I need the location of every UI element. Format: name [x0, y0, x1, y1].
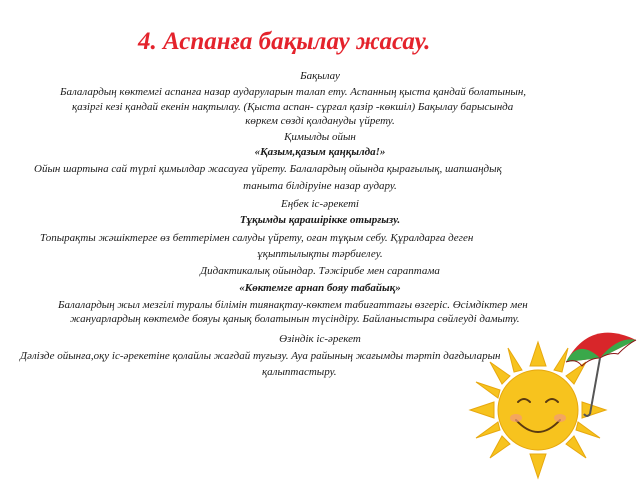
text-line: қалыптастыру. [262, 366, 337, 378]
text-line: Тұқымды қарашірікке отырғызу. [239, 214, 401, 226]
text-line: «Көктемге арнап бояу табайық» [239, 282, 401, 294]
text-line: Еңбек іс-әрекеті [281, 198, 359, 210]
text-line: Бақылау [300, 70, 340, 82]
slide-title: 4. Аспанға бақылау жасау. [138, 28, 431, 55]
text-line: қазіргі кезі қандай екенін нақтылау. (Қыста аспан- сұрғал қазір -көкшіл) Бақылау барысында [72, 101, 514, 113]
text-line: Топырақты жәшіктерге өз беттерімен салуды үйрету, оған тұқым себу. Құралдарға деген [40, 232, 474, 244]
umbrella-icon [560, 318, 640, 418]
text-line: танытa білдіруіне назар аудару. [243, 180, 397, 192]
text-line: жануарлардың көктемде бояуы қанық болатынын түсіндіру. Байланыстырa сөйлеуді дамыту. [70, 313, 520, 325]
text-line: Дидактикалық ойындар. Тәжірибе мен сараптама [200, 265, 440, 277]
text-line: ұқыптылықты тәрбиелеу. [257, 248, 383, 260]
text-line: көркем сөзді қолдануды үйрету. [245, 115, 395, 127]
text-line: Балалардың жыл мезгілі туралы білімін тиянақтау-көктем табиғаттағы өзгеріс. Өсімдіктер мен [58, 299, 528, 311]
text-line: Қимылды ойын [284, 131, 356, 143]
text-line: Балалардың көктемгі аспанға назар аударуларын талап ету. Аспанның қыста қандай болатынын, [60, 86, 527, 98]
text-line: Өзіндік іс-әрекет [279, 333, 361, 345]
text-line: Дәлізде ойынға,оқу іс-әрекетіне қолайлы жағдай туғызу. Ауа райының жағымды тәртіп дағдыларын [20, 350, 501, 362]
text-line: Ойын шартына сай түрлі қимылдар жасауға үйрету. Балалардың ойында қырағылық, шапшаңдық [34, 163, 502, 175]
text-line: «Қазым,қазым қаңқылда!» [254, 146, 386, 158]
